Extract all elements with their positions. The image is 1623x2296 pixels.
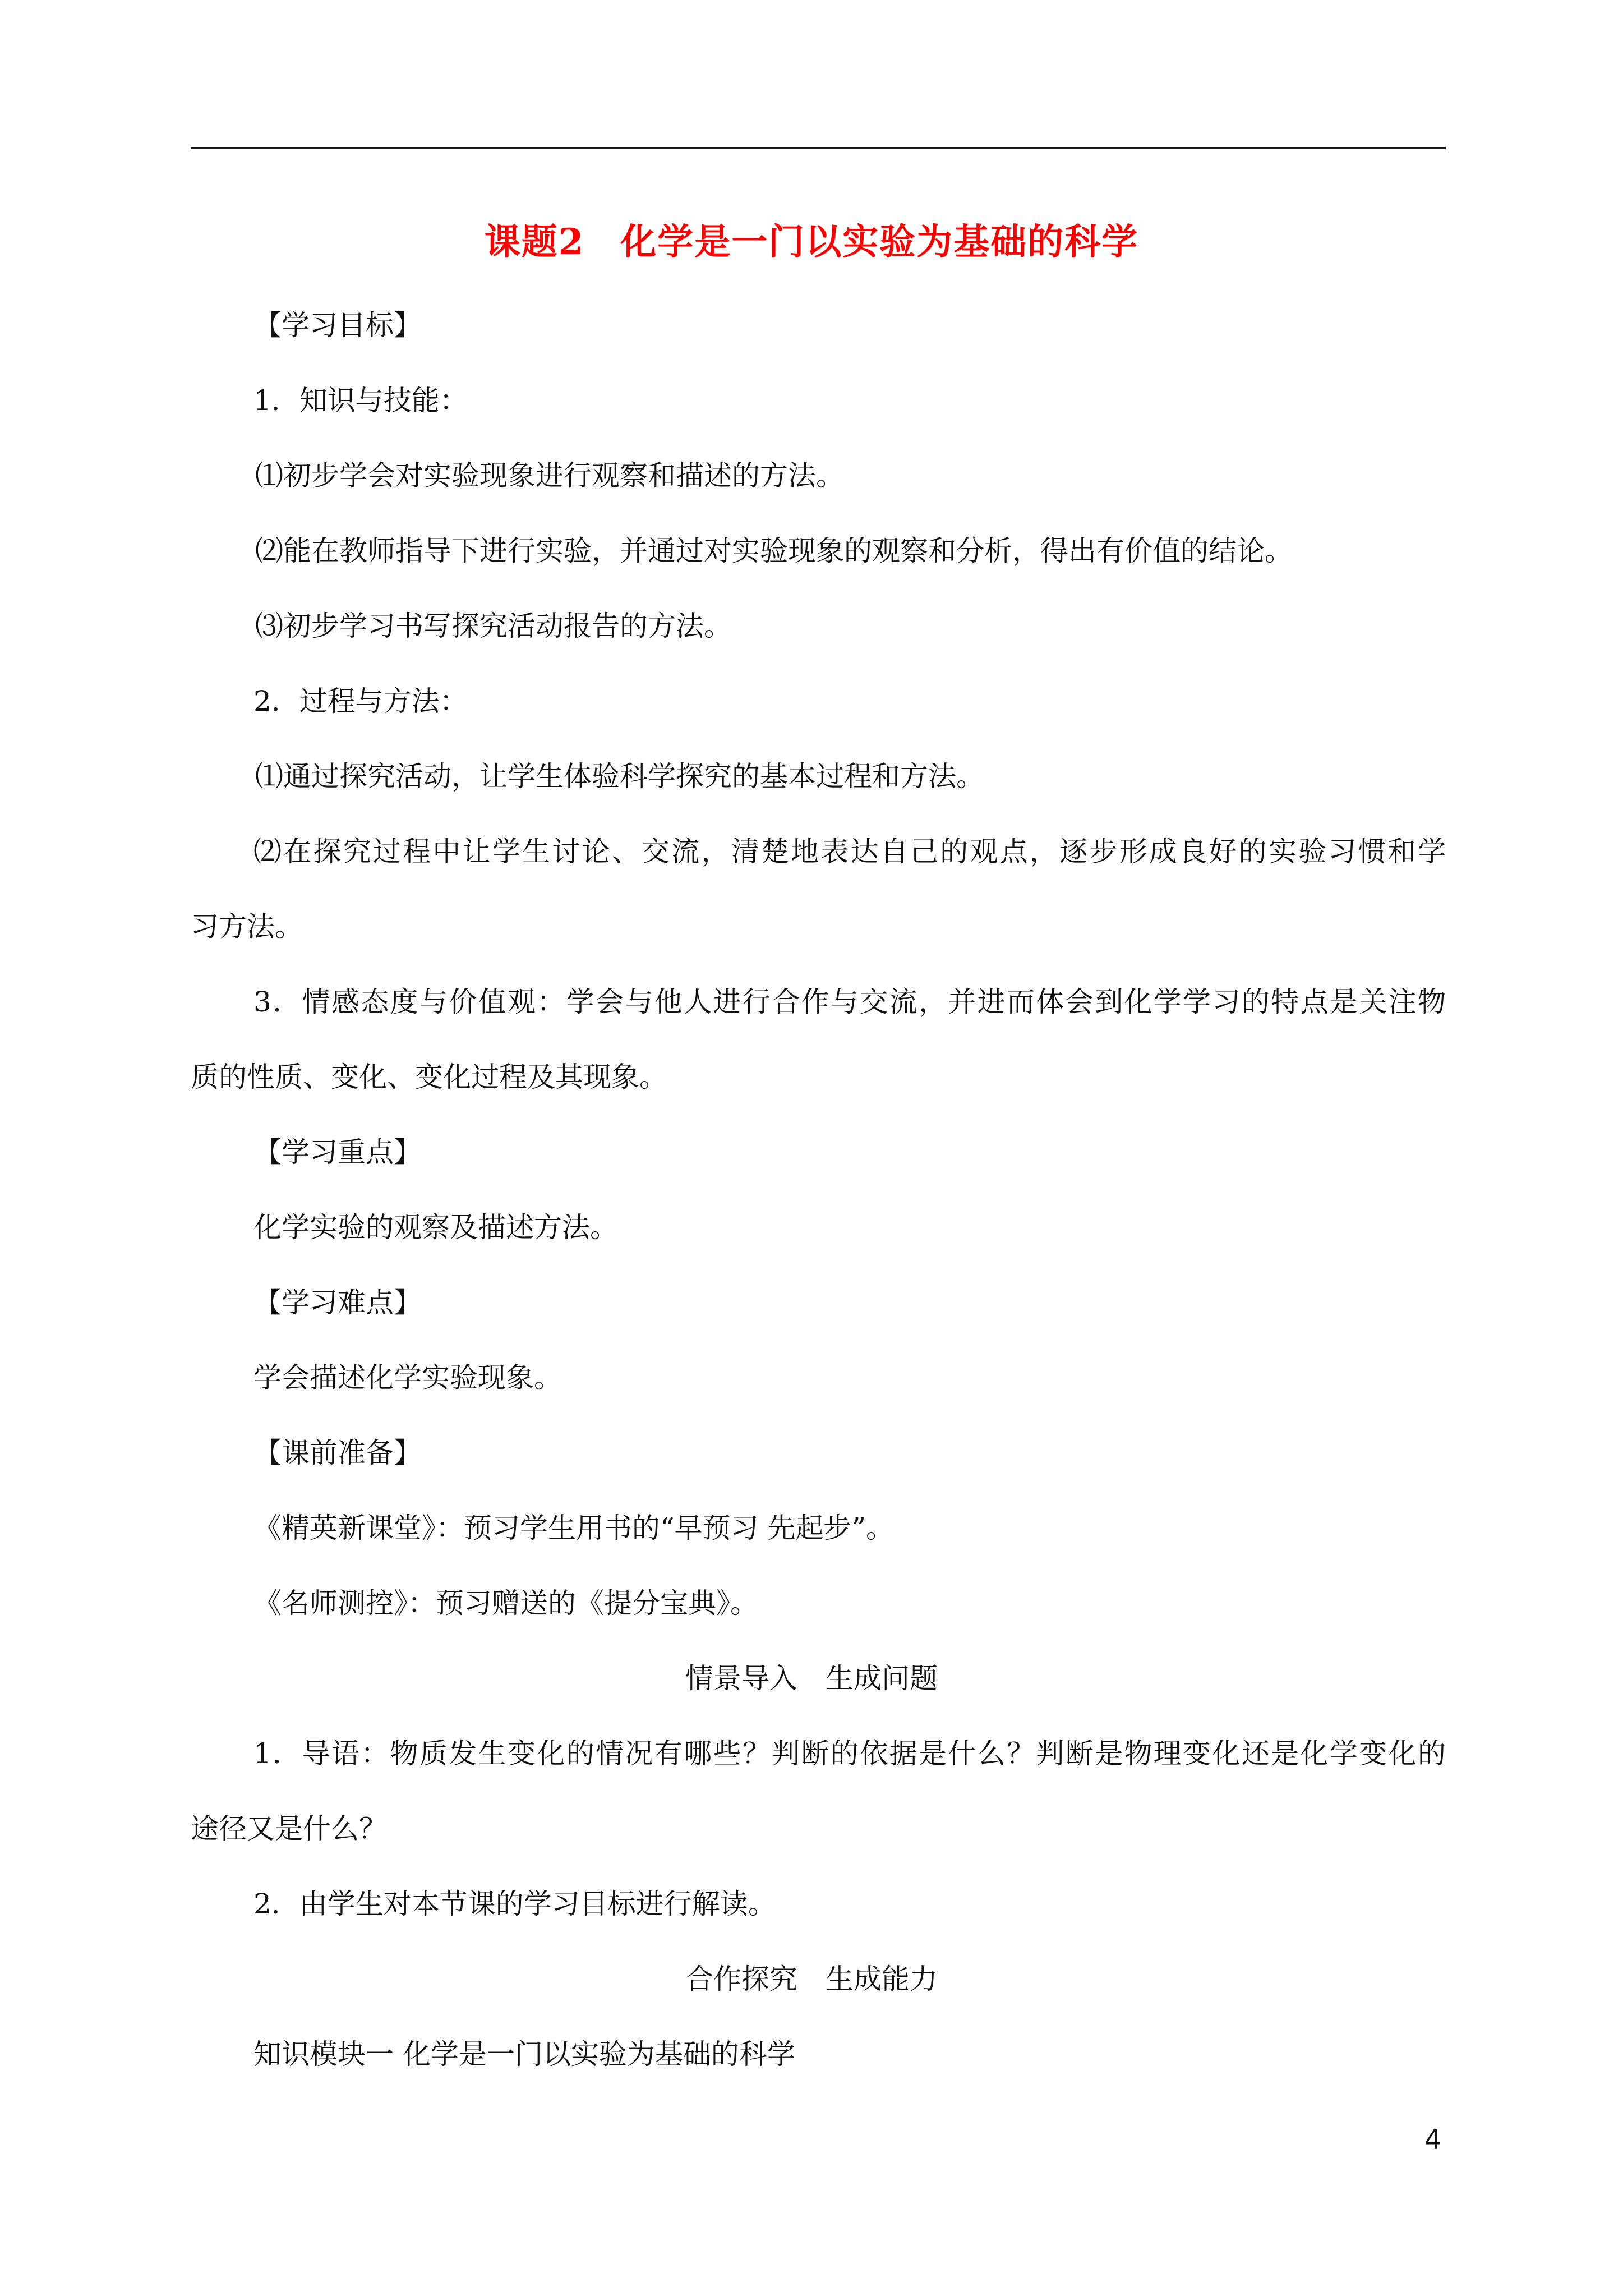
preparation-heading: 【课前准备】: [253, 1437, 422, 1469]
goal-3-line-1: 3．情感态度与价值观：学会与他人进行合作与交流，并进而体会到化学学习的特点是关注物: [253, 986, 1446, 1018]
difficulty-text: 学会描述化学实验现象。: [253, 1361, 562, 1394]
goal-1-item-1: ⑴初步学会对实验现象进行观察和描述的方法。: [255, 459, 844, 492]
intro-1-line-1: 1．导语：物质发生变化的情况有哪些？判断的依据是什么？判断是物理变化还是化学变化的: [253, 1737, 1446, 1770]
preparation-item-2: 《名师测控》：预习赠送的《提分宝典》。: [253, 1587, 758, 1619]
key-point-heading: 【学习重点】: [253, 1136, 422, 1168]
intro-2: 2．由学生对本节课的学习目标进行解读。: [253, 1888, 776, 1920]
page-number: 4: [1424, 2124, 1442, 2156]
section-heading-explore-part-2: 生成能力: [826, 1963, 938, 1995]
section-heading-intro-part-2: 生成问题: [826, 1662, 938, 1695]
goal-1-item-3: ⑶初步学习书写探究活动报告的方法。: [255, 610, 732, 642]
section-heading-explore-part-1: 合作探究: [685, 1963, 797, 1995]
goal-2-item-1: ⑴通过探究活动，让学生体验科学探究的基本过程和方法。: [255, 760, 984, 793]
goal-2-item-2-line-2: 习方法。: [191, 910, 303, 943]
goal-2-heading: 2．过程与方法：: [253, 685, 468, 717]
goal-1-heading: 1．知识与技能：: [253, 384, 468, 417]
section-heading-intro-part-1: 情景导入: [685, 1662, 797, 1695]
goal-1-item-2: ⑵能在教师指导下进行实验，并通过对实验现象的观察和分析，得出有价值的结论。: [255, 535, 1293, 567]
section-heading-explore: [0, 1957, 1623, 2001]
key-point-text: 化学实验的观察及描述方法。: [253, 1211, 618, 1244]
lesson-title: [0, 214, 1623, 270]
goal-2-item-2-line-1: ⑵在探究过程中让学生讨论、交流，清楚地表达自己的观点，逐步形成良好的实验习惯和学: [253, 835, 1446, 868]
intro-1-line-2: 途径又是什么？: [191, 1812, 387, 1845]
goal-3-line-2: 质的性质、变化、变化过程及其现象。: [191, 1061, 667, 1093]
difficulty-heading: 【学习难点】: [253, 1286, 422, 1319]
lesson-title-text: 化学是一门以实验为基础的科学: [620, 221, 1139, 263]
knowledge-module-1: 知识模块一 化学是一门以实验为基础的科学: [253, 2038, 795, 2070]
preparation-item-1: 《精英新课堂》：预习学生用书的“早预习 先起步”。: [253, 1512, 895, 1544]
lesson-title-number: 课题2: [484, 221, 585, 263]
header-rule: [191, 147, 1446, 149]
learning-goals-heading: 【学习目标】: [253, 309, 422, 342]
section-heading-intro: [0, 1656, 1623, 1701]
